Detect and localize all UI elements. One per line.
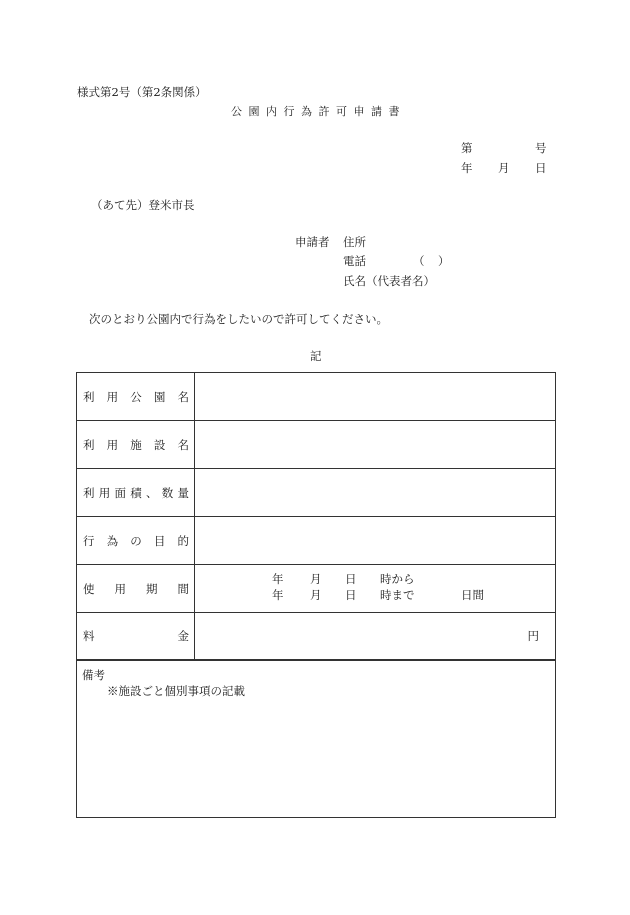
- facility-name-label-cell: [77, 421, 195, 468]
- date-day: 日: [535, 161, 547, 175]
- fee-label-cell: [77, 613, 195, 659]
- remarks-note: ※施設ごと個別事項の記載: [107, 684, 245, 698]
- area-quantity-label-cell: [77, 469, 195, 516]
- document-title: 公園内行為許可申請書: [231, 105, 406, 118]
- fee-row: [77, 613, 555, 661]
- name-label: 氏名（代表者名）: [343, 274, 435, 288]
- period-days: 日間: [461, 588, 484, 602]
- period-to-month: 月: [310, 588, 322, 602]
- area-quantity-label: 利用面積、数量: [83, 485, 189, 500]
- period-to-year: 年: [272, 588, 284, 602]
- period-from-time: 時から: [380, 572, 415, 586]
- period-row: [77, 565, 555, 613]
- period-to-day: 日: [345, 588, 357, 602]
- area-quantity-row: [77, 469, 555, 517]
- record-heading: 記: [310, 349, 322, 363]
- form-number: 様式第2号（第2条関係）: [77, 85, 207, 99]
- period-from-day: 日: [345, 572, 357, 586]
- phone-label: 電話: [343, 254, 366, 268]
- purpose-value: [195, 517, 555, 564]
- applicant-label: 申請者: [295, 235, 330, 249]
- period-value: [195, 565, 555, 612]
- purpose-row: [77, 517, 555, 565]
- park-name-row: [77, 373, 555, 421]
- purpose-label: 行為の目的: [83, 533, 189, 548]
- address-label: 住所: [343, 235, 366, 249]
- doc-number-suffix: 号: [535, 141, 547, 155]
- remarks-label: 備考: [82, 668, 105, 682]
- fee-value: [195, 613, 555, 659]
- remarks-box: [77, 661, 555, 817]
- facility-name-value: [195, 421, 555, 468]
- area-quantity-value: [195, 469, 555, 516]
- phone-paren-open: （: [413, 254, 425, 268]
- request-text: 次のとおり公園内で行為をしたいので許可してください。: [89, 312, 388, 326]
- phone-paren-close: ）: [438, 254, 450, 268]
- park-name-value: [195, 373, 555, 420]
- park-name-label-cell: [77, 373, 195, 420]
- fee-label: 料金: [83, 629, 189, 643]
- facility-name-row: [77, 421, 555, 469]
- period-label-cell: [77, 565, 195, 612]
- period-from-year: 年: [272, 572, 284, 586]
- application-table: [76, 372, 556, 818]
- period-from-month: 月: [310, 572, 322, 586]
- doc-number-prefix: 第: [461, 141, 473, 155]
- fee-unit: 円: [527, 629, 539, 643]
- date-month: 月: [498, 161, 510, 175]
- facility-name-label: 利用施設名: [83, 437, 189, 452]
- purpose-label-cell: [77, 517, 195, 564]
- park-name-label: 利用公園名: [83, 389, 189, 404]
- addressee: （あて先）登米市長: [91, 198, 195, 212]
- period-to-time: 時まで: [380, 588, 415, 602]
- period-label: 使用期間: [83, 581, 189, 596]
- date-year: 年: [461, 161, 473, 175]
